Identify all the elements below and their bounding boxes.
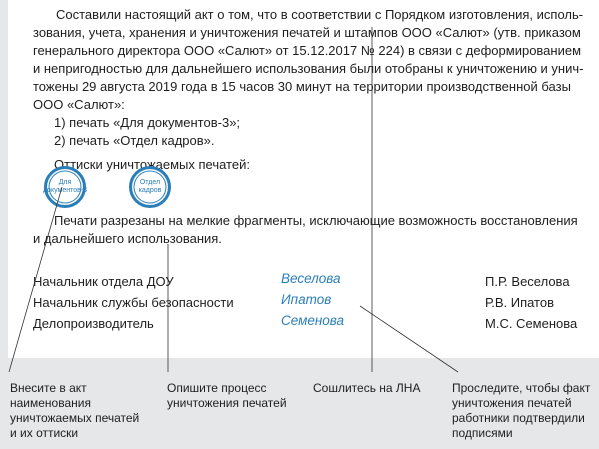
callout-line: уничтожения печатей — [167, 396, 287, 410]
stamp-text: Отдел — [139, 179, 161, 186]
signatory-name: П.Р. Веселова — [485, 274, 570, 289]
stamp-text: документов-3 — [42, 187, 88, 194]
list-item: 1) печать «Для документов-3»; — [54, 115, 241, 130]
signatory-position: Начальник отдела ДОУ — [33, 274, 174, 289]
stamp-text: кадров — [138, 187, 162, 194]
imprints-heading: Оттиски уничтожаемых печатей: — [54, 157, 250, 172]
callout-list-stamps — [10, 381, 139, 441]
signature: Ипатов — [281, 292, 332, 307]
signature: Веселова — [281, 271, 341, 286]
callout-line: Сошлитесь на ЛНА — [313, 381, 421, 395]
callout-describe-process — [167, 381, 287, 411]
stamp-text: Для — [58, 179, 72, 186]
callout-line: Внесите в акт — [10, 381, 87, 395]
destruction-line: Печати разрезаны на мелкие фрагменты, исключающие возможность восстановления — [54, 213, 578, 228]
callout-line: работники подтвердили — [452, 411, 585, 425]
callout-line: уничтожения печатей — [452, 396, 572, 410]
paragraph-line: Составили настоящий акт о том, что в соответствии с Порядком изготовления, исполь- — [56, 7, 584, 22]
signatory-name: Р.В. Ипатов — [485, 295, 554, 310]
callout-line: наименования — [10, 396, 91, 410]
paragraph-line: тожены 29 августа 2019 года в 15 часов 30 минут на территории производственной базы — [33, 79, 571, 94]
callout-line: подписями — [452, 426, 513, 440]
signatory-name: М.С. Семенова — [485, 316, 578, 331]
callout-signatures — [452, 381, 590, 441]
signatory-position: Делопроизводитель — [33, 316, 154, 331]
signature: Семенова — [281, 313, 345, 328]
callout-line: уничтожаемых печатей — [10, 411, 140, 425]
list-item: 2) печать «Отдел кадров». — [54, 133, 215, 148]
paragraph-line: ООО «Салют»: — [33, 97, 125, 112]
paragraph-line: и непригодностью для дальнейшего использования были отобраны к уничтожению и унич- — [33, 61, 584, 76]
callout-line: Опишите процесс — [167, 381, 267, 395]
callout-reference-lna — [313, 381, 420, 396]
paragraph-line: зования, учета, хранения и уничтожения печатей и штампов ООО «Салют» (утв. приказом — [33, 25, 581, 40]
paragraph-line: генерального директора ООО «Салют» от 15.12.2017 № 224) в связи с деформированием — [33, 43, 582, 58]
callout-line: Проследите, чтобы факт — [452, 381, 591, 395]
signatory-position: Начальник службы безопасности — [33, 295, 234, 310]
callout-line: и их оттиски — [10, 426, 79, 440]
destruction-line: и дальнейшего использования. — [33, 231, 222, 246]
